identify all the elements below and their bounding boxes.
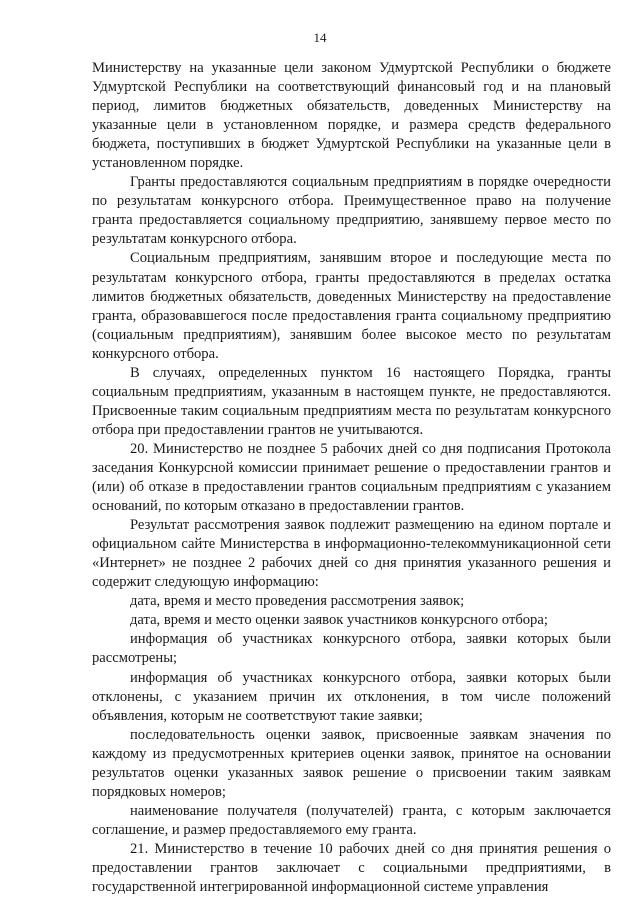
paragraph: 21. Министерство в течение 10 рабочих дней со дня принятия решения о предоставлении грантов заключает с социальными предприятиями, в государственной интегрированной информационной системе управления [92, 840, 611, 896]
paragraph: Гранты предоставляются социальным предприятиям в порядке очередности по результатам конкурсного отбора. Преимущественное право на получение гранта предоставляется социальному предприятию, занявшему первое место по результатам конкурсного отбора. [92, 174, 611, 248]
paragraph: Результат рассмотрения заявок подлежит размещению на едином портале и официальном сайте Министерства в информационно-телекоммуникационной сети «Интернет» не позднее 2 рабочих дней со дня принятия указанного решения и содержит следующую информацию: [92, 517, 611, 591]
list-item: наименование получателя (получателей) гранта, с которым заключается соглашение, и размер предоставляемого ему гранта. [92, 802, 611, 838]
list-item: дата, время и место оценки заявок участников конкурсного отбора; [130, 612, 548, 629]
list-item: информация об участниках конкурсного отбора, заявки которых были отклонены, с указанием причин их отклонения, в том числе положений объявления, которым не соответствуют такие заявки; [92, 669, 611, 724]
document-body [92, 59, 611, 897]
list-item: информация об участниках конкурсного отбора, заявки которых были рассмотрены; [92, 631, 611, 667]
list-item: дата, время и место проведения рассмотрения заявок; [130, 593, 465, 610]
list-item: последовательность оценки заявок, присвоенные заявкам значения по каждому из предусмотренных критериев оценки заявок, принятое на основании результатов оценки указанных заявок решение о присвоении таким заявкам порядковых номеров; [92, 726, 611, 800]
paragraph: 20. Министерство не позднее 5 рабочих дней со дня подписания Протокола заседания Конкурсной комиссии принимает решение о предоставлении грантов и (или) об отказе в предоставлении грантов социальным предприятиям с указанием оснований, по которым отказано в предоставлении грантов. [92, 440, 611, 515]
paragraph: В случаях, определенных пунктом 16 настоящего Порядка, гранты социальным предприятиям, указанным в настоящем пункте, не предоставляются. Присвоенные таким социальным предприятиям места по результатам конкурсного отбора при предоставлении грантов не учитываются. [92, 364, 611, 438]
paragraph: Социальным предприятиям, занявшим второе и последующие места по результатам конкурсного отбора, гранты предоставляются в пределах остатка лимитов бюджетных обязательств, доведенных Министерству на предоставление гранта, образовавшегося после предоставления гранта социальному предприятию (социальным предприятиям), занявшим более высокое место по результатам конкурсного отбора. [92, 250, 611, 362]
paragraph: Министерству на указанные цели законом Удмуртской Республики о бюджете Удмуртской Республики на соответствующий финансовый год и на плановый период, лимитов бюджетных обязательств, доведенных Министерству на указанные цели в установленном порядке, и размера средств федерального бюджета, поступивших в бюджет Удмуртской Республики на указанные цели в установленном порядке. [92, 60, 611, 172]
page-number: 14 [313, 30, 327, 45]
